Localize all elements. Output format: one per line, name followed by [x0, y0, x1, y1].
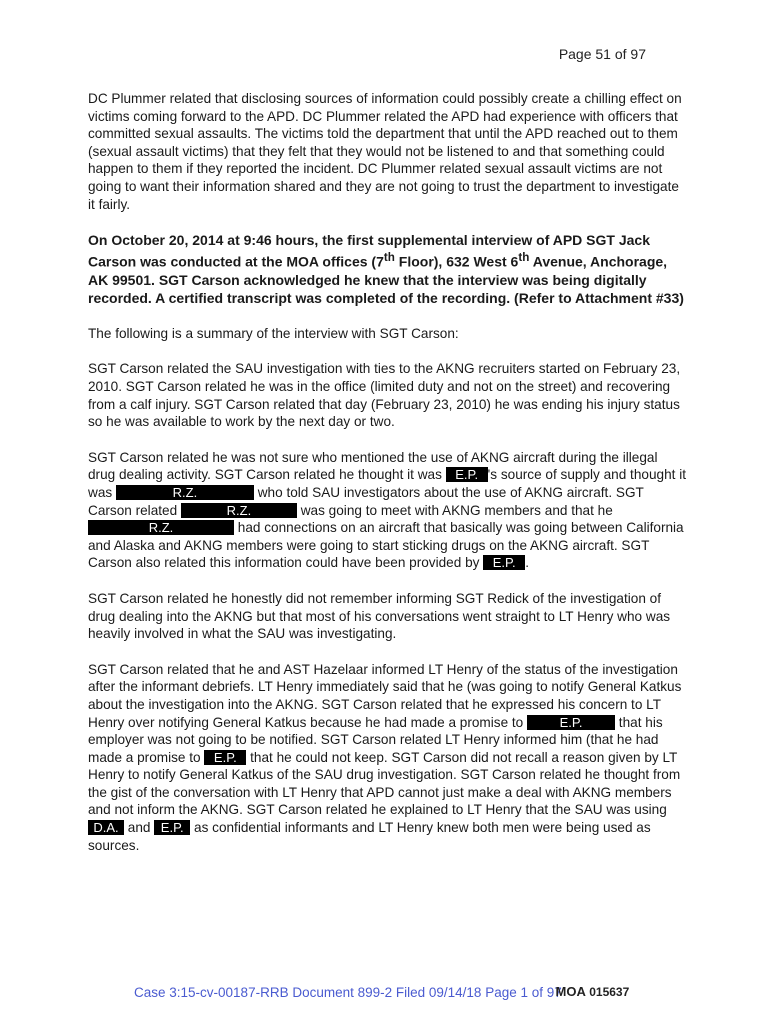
paragraph-interview-heading: [88, 231, 688, 307]
redaction-box: R.Z.: [88, 520, 234, 535]
paragraph-redick: SGT Carson related he honestly did not remember informing SGT Redick of the investigation of drug dealing into the AKNG but that most of his conversations went straight to LT Henry who was heavily involved in what the SAU was investigating.: [88, 590, 671, 642]
bates-number: 015637: [589, 985, 630, 999]
redaction-box: E.P.: [154, 820, 190, 835]
text-seg: and: [124, 820, 155, 836]
text-seg: that he could not keep. SGT Carson did not recall a reason given by LT Henry to notify General Katkus of the SAU drug investigation. SGT Carson related he thought from the gist of the conversation with LT Henry that APD cannot just make a deal with AKNG members and not inform the AKNG. SGT Carson related he explained to LT Henry that the SAU was using: [88, 749, 681, 818]
text-seg: was going to meet with AKNG members and that he: [296, 502, 613, 518]
text-seg: .: [525, 555, 529, 571]
paragraph-aircraft: [88, 449, 688, 572]
court-filing-footer: [134, 985, 694, 1000]
redaction-box: E.P.: [483, 555, 525, 570]
redaction-box: D.A.: [88, 820, 124, 835]
redaction-box: E.P.: [204, 750, 246, 765]
heading-text-c: Avenue, Anchorage, AK 99501. SGT Carson acknowledged he knew that the interview was being digitally recorded. A certified transcript was completed of the recording. (Refer to Attachment #33): [88, 253, 684, 306]
redaction-box: E.P.: [446, 467, 488, 482]
superscript-th-1: th: [383, 251, 395, 265]
paragraph-plummer: DC Plummer related that disclosing sources of information could possibly create a chilling effect on victims coming forward to the APD. DC Plummer related the APD had experience with officers that committed sexual assaults. The victims told the department that until the APD reached out to them (sexual assault victims) that they felt that they would not be listened to and that something could happen to them if they reported the incident. DC Plummer related sexual assault victims are not going to want their information shared and they are not going to trust the department to investigate it fairly.: [88, 91, 682, 212]
document-body: [88, 90, 688, 872]
text-seg: that his employer was not going to be notified. SGT Carson related LT Henry informed him (that he had made a promise to: [88, 714, 663, 765]
text-seg: as confidential informants and LT Henry knew both men were being used as sources.: [88, 820, 651, 853]
redaction-box: R.Z.: [116, 485, 254, 500]
page-number: Page 51 of 97: [558, 46, 646, 62]
heading-text-a: On October 20, 2014 at 9:46 hours, the first supplemental interview of APD SGT Jack Carson was conducted at the MOA offices (7: [88, 232, 650, 270]
text-seg: 's source of supply and thought it was: [88, 467, 686, 500]
bates-prefix: MOA: [555, 984, 586, 999]
paragraph-lt-henry: [88, 661, 688, 855]
paragraph-sau-investigation: SGT Carson related the SAU investigation with ties to the AKNG recruiters started on February 23, 2010. SGT Carson related he was in the office (limited duty and not on the street) and recovering from a calf injury. SGT Carson related that day (February 23, 2010) he was ending his injury status so he was available to work by the next day or two.: [88, 361, 681, 430]
redaction-box: E.P.: [527, 715, 615, 730]
text-seg: SGT Carson related that he and AST Hazelaar informed LT Henry of the status of the investigation after the informant debriefs. LT Henry immediately said that he (was going to notify General Katkus about the investigation into the AKNG. SGT Carson related that he expressed his concern to LT Henry over notifying General Katkus because he had made a promise to: [88, 661, 682, 730]
text-seg: who told SAU investigators about the use of AKNG aircraft. SGT Carson related: [88, 484, 644, 518]
bates-stamp: [556, 985, 630, 999]
case-stamp: Case 3:15-cv-00187-RRB Document 899-2 Filed 09/14/18 Page 1 of 97: [134, 985, 562, 1000]
superscript-th-2: th: [518, 251, 530, 265]
text-seg: SGT Carson related he was not sure who mentioned the use of AKNG aircraft during the illegal drug dealing activity. SGT Carson related he thought it was: [88, 449, 658, 483]
text-seg: had connections on an aircraft that basically was going between California and Alaska and AKNG members were going to start sticking drugs on the AKNG aircraft. SGT Carson also related this information could have been provided by: [88, 520, 684, 571]
heading-text-b: Floor), 632 West 6: [394, 253, 519, 270]
paragraph-summary-intro: The following is a summary of the interview with SGT Carson:: [88, 325, 459, 341]
redaction-box: R.Z.: [181, 503, 297, 518]
